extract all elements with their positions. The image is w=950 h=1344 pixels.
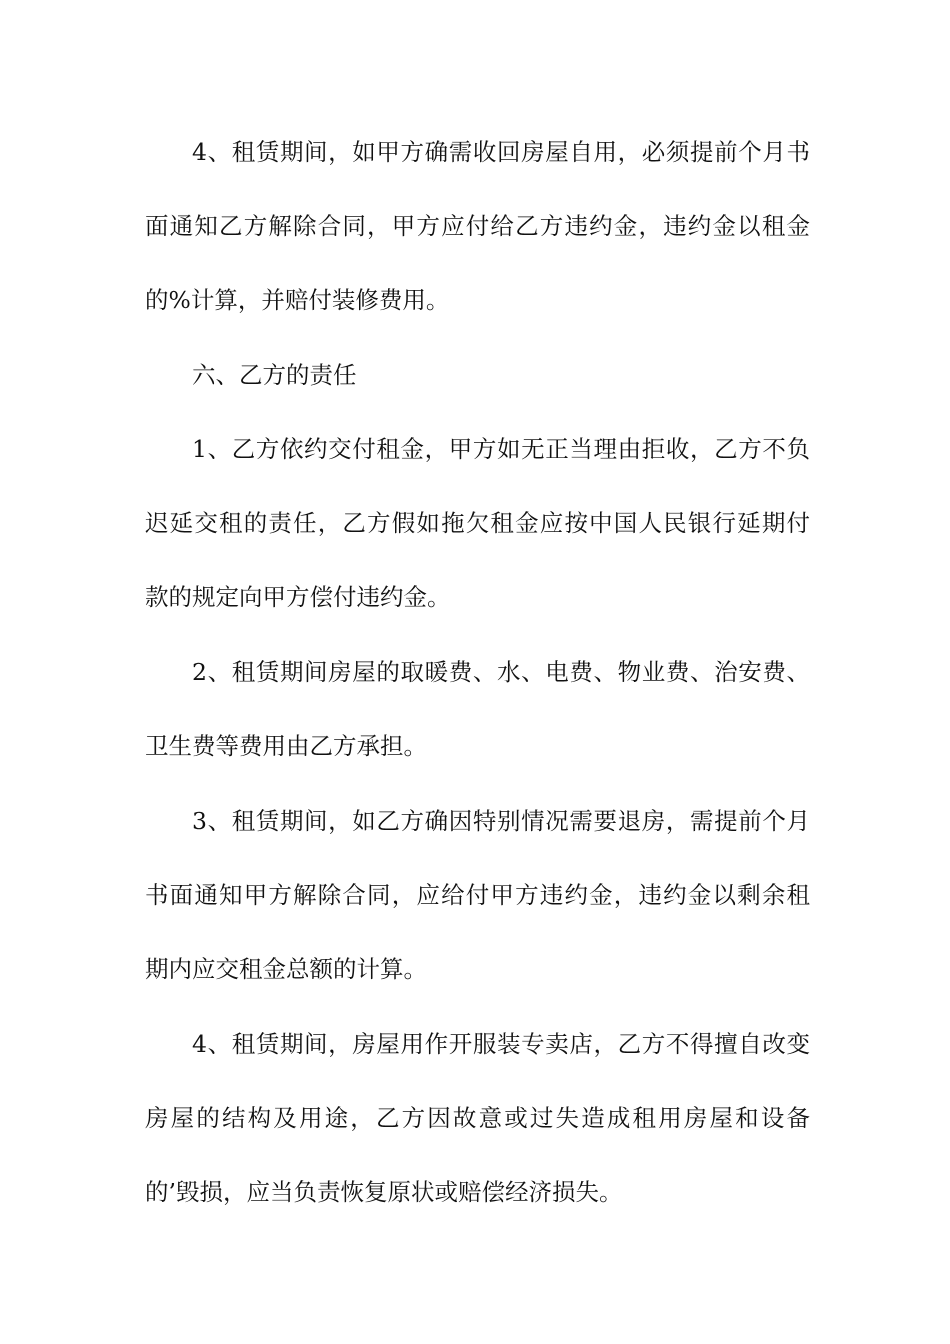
clause-6-3-line-3: 期内应交租金总额的计算。 [145, 955, 427, 983]
clause-6-4-line-1: 4、租赁期间，房屋用作开服装专卖店，乙方不得擅自改变 [192, 1030, 810, 1058]
clause-5-4-line-3: 的%计算，并赔付装修费用。 [145, 286, 450, 314]
clause-6-1-line-2: 迟延交租的责任，乙方假如拖欠租金应按中国人民银行延期付 [145, 509, 810, 537]
clause-6-1-line-3: 款的规定向甲方偿付违约金。 [145, 583, 451, 611]
clause-5-4-line-1: 4、租赁期间，如甲方确需收回房屋自用，必须提前个月书 [192, 138, 810, 166]
clause-6-4-line-2: 房屋的结构及用途，乙方因故意或过失造成租用房屋和设备 [145, 1104, 810, 1132]
clause-6-3-line-2: 书面通知甲方解除合同，应给付甲方违约金，违约金以剩余租 [145, 881, 810, 909]
clause-6-4-line-3: 的’毁损，应当负责恢复原状或赔偿经济损失。 [145, 1178, 623, 1206]
clause-5-4-line-2: 面通知乙方解除合同，甲方应付给乙方违约金，违约金以租金 [145, 212, 810, 240]
section-heading-6: 六、乙方的责任 [192, 361, 357, 389]
clause-6-2-line-2: 卫生费等费用由乙方承担。 [145, 732, 427, 760]
clause-6-2-line-1: 2、租赁期间房屋的取暖费、水、电费、物业费、治安费、 [192, 658, 810, 686]
clause-6-1-line-1: 1、乙方依约交付租金，甲方如无正当理由拒收，乙方不负 [192, 435, 810, 463]
clause-6-3-line-1: 3、租赁期间，如乙方确因特别情况需要退房，需提前个月 [192, 807, 810, 835]
